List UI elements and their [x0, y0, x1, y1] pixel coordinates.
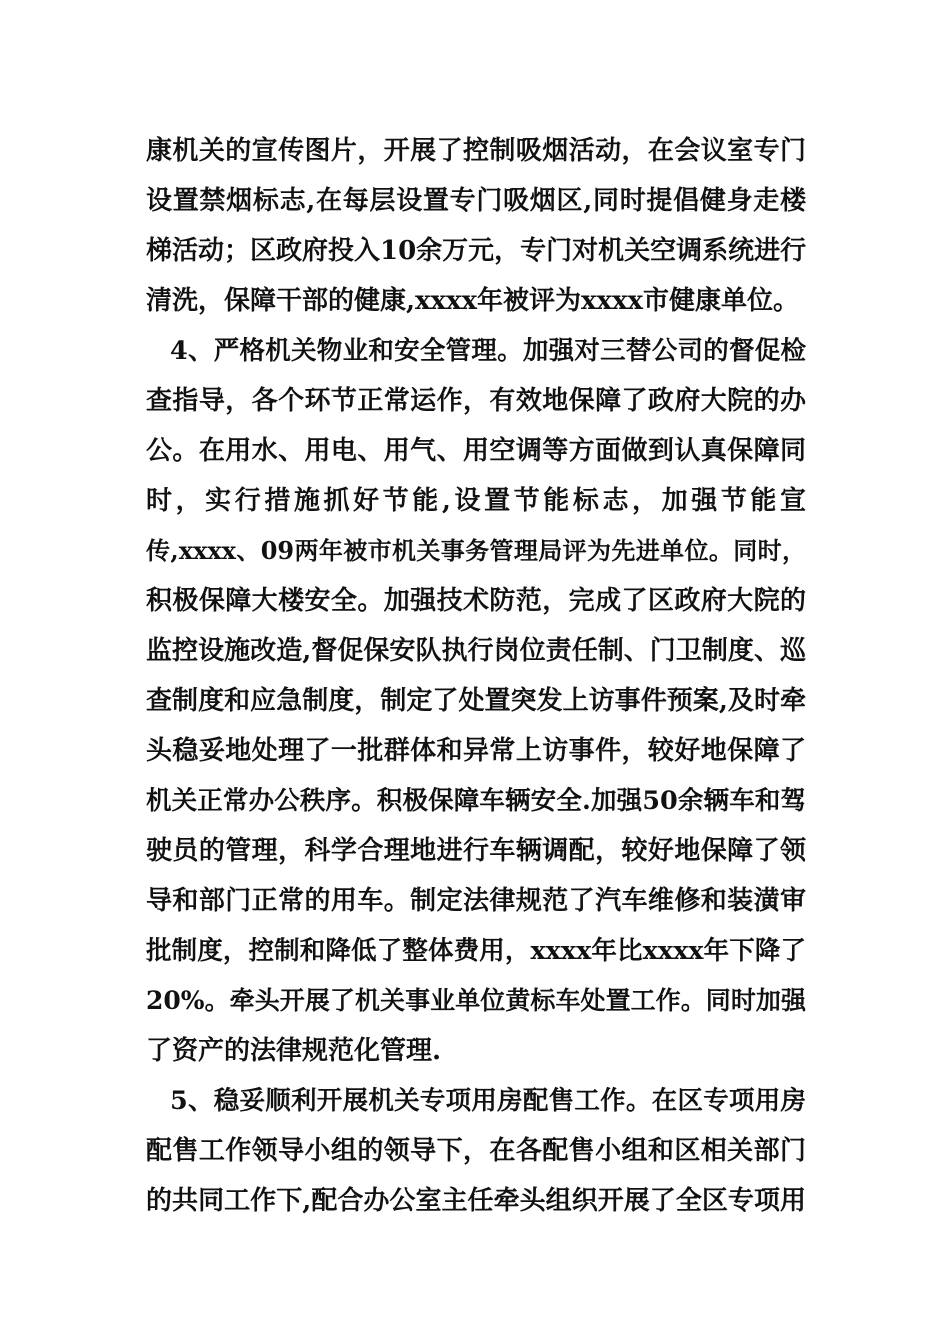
text-line-17: 批制度，控制和降低了整体费用，xxxx年比xxxx年下降了 [146, 936, 806, 966]
text-line-21: 配售工作领导小组的领导下，在各配售小组和区相关部门 [146, 1136, 806, 1166]
text-line-20: 5、稳妥顺利开展机关专项用房配售工作。在区专项用房 [170, 1086, 806, 1116]
text-line-7: 公。在用水、用电、用气、用空调等方面做到认真保障同 [146, 436, 806, 466]
text-line-12: 查制度和应急制度，制定了处置突发上访事件预案,及时牵 [146, 686, 806, 716]
text-line-2: 设置禁烟标志,在每层设置专门吸烟区,同时提倡健身走楼 [146, 186, 806, 216]
text-line-10: 积极保障大楼安全。加强技术防范，完成了区政府大院的 [146, 586, 806, 616]
text-line-13: 头稳妥地处理了一批群体和异常上访事件，较好地保障了 [146, 736, 806, 766]
text-line-16: 导和部门正常的用车。制定法律规范了汽车维修和装潢审 [146, 886, 806, 916]
text-line-15: 驶员的管理，科学合理地进行车辆调配，较好地保障了领 [146, 836, 806, 866]
text-line-6: 查指导，各个环节正常运作，有效地保障了政府大院的办 [146, 386, 806, 416]
text-line-1: 康机关的宣传图片，开展了控制吸烟活动，在会议室专门 [146, 136, 806, 166]
text-line-18: 20%。牵头开展了机关事业单位黄标车处置工作。同时加强 [146, 986, 806, 1015]
text-line-19: 了资产的法律规范化管理. [146, 1036, 442, 1066]
text-line-22: 的共同工作下,配合办公室主任牵头组织开展了全区专项用 [146, 1186, 806, 1216]
text-line-11: 监控设施改造,督促保安队执行岗位责任制、门卫制度、巡 [146, 636, 806, 666]
text-line-3: 梯活动；区政府投入10余万元，专门对机关空调系统进行 [146, 236, 807, 266]
text-line-4: 清洗，保障干部的健康,xxxx年被评为xxxx市健康单位。 [146, 286, 800, 316]
text-line-8: 时，实行措施抓好节能,设置节能标志，加强节能宣 [146, 486, 806, 516]
text-line-5: 4、严格机关物业和安全管理。加强对三替公司的督促检 [170, 336, 806, 366]
text-line-9: 传,xxxx、09两年被市机关事务管理局评为先进单位。同时， [146, 536, 806, 565]
text-line-14: 机关正常办公秩序。积极保障车辆安全.加强50余辆车和驾 [146, 786, 806, 816]
